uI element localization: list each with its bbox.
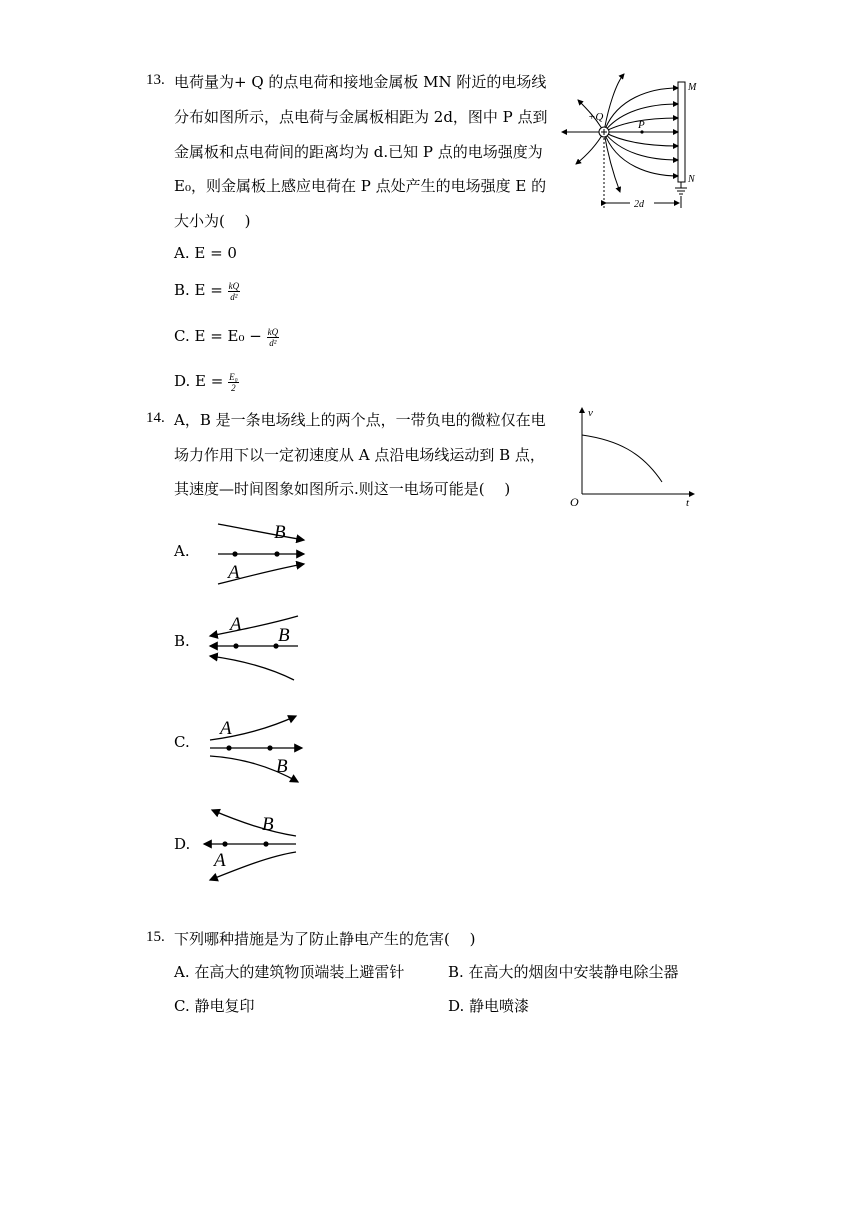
option-d[interactable]: D. — [174, 835, 191, 853]
label-b: B — [274, 522, 286, 543]
denominator: d² — [269, 337, 277, 348]
field-lines-figure — [556, 68, 716, 218]
numerator: E₀ — [229, 371, 238, 382]
velocity-time-graph — [562, 402, 702, 510]
option-c[interactable] — [174, 326, 279, 348]
question-text: 下列哪种措施是为了防止静电产生的危害( ) — [174, 930, 476, 948]
y-axis-label: v — [588, 407, 593, 419]
x-axis-label: t — [686, 497, 690, 509]
option-a[interactable]: A. E = 0 — [174, 244, 237, 262]
label-a: A — [214, 850, 226, 871]
option-d[interactable] — [174, 371, 239, 393]
option-c-prefix: C. E = E₀ − — [174, 327, 262, 345]
numerator: kQ — [228, 280, 240, 291]
question-text-line: 大小为( ) — [174, 212, 251, 230]
option-a[interactable]: A. — [174, 542, 190, 560]
question-text-line: 场力作用下以一定初速度从 A 点沿电场线运动到 B 点， — [174, 446, 545, 464]
label-b: B — [278, 625, 290, 646]
option-b[interactable] — [174, 280, 240, 302]
option-a-field-diagram[interactable] — [200, 512, 312, 592]
option-d-field-diagram[interactable] — [200, 806, 312, 886]
option-c[interactable]: C. — [174, 733, 190, 751]
option-d[interactable]: D. 静电喷漆 — [448, 997, 530, 1015]
label-b: B — [276, 756, 288, 777]
origin-label: O — [570, 495, 579, 509]
question-text-line: E₀，则金属板上感应电荷在 P 点处产生的电场强度 E 的 — [174, 177, 547, 195]
option-d-prefix: D. E = — [174, 372, 224, 390]
charge-label: +Q — [588, 111, 604, 123]
velocity-curve — [582, 435, 662, 482]
question-text-line: 电荷量为+ Q 的点电荷和接地金属板 MN 附近的电场线 — [174, 73, 547, 91]
distance-label: 2d — [634, 199, 644, 210]
option-b[interactable]: B. 在高大的烟囱中安装静电除尘器 — [448, 963, 679, 981]
question-number: 14. — [146, 410, 165, 426]
question-text-line: A，B 是一条电场线上的两个点，一带负电的微粒仅在电 — [174, 411, 546, 429]
label-a: A — [228, 562, 240, 583]
fraction — [267, 327, 280, 348]
option-b[interactable]: B. — [174, 632, 190, 650]
fraction — [228, 372, 239, 393]
option-b-field-diagram[interactable] — [200, 608, 312, 688]
option-b-prefix: B. E = — [174, 281, 223, 299]
denominator: 2 — [231, 382, 236, 393]
question-number: 13. — [146, 72, 165, 88]
denominator: d² — [230, 291, 238, 302]
question-text-line: 其速度—时间图象如图所示.则这一电场可能是( ) — [174, 480, 511, 498]
label-b: B — [262, 814, 274, 835]
label-a: A — [220, 718, 232, 739]
n-label: N — [688, 174, 695, 185]
numerator: kQ — [267, 326, 279, 337]
option-c-field-diagram[interactable] — [200, 706, 312, 786]
question-number: 15. — [146, 929, 165, 945]
fraction — [228, 281, 241, 302]
option-a[interactable]: A. 在高大的建筑物顶端装上避雷针 — [174, 963, 405, 981]
m-label: M — [688, 82, 697, 93]
question-text-line: 金属板和点电荷间的距离均为 d.已知 P 点的电场强度为 — [174, 143, 543, 161]
p-label: P — [638, 119, 645, 131]
option-c[interactable]: C. 静电复印 — [174, 997, 255, 1015]
metal-plate — [678, 82, 685, 182]
label-a: A — [230, 614, 242, 635]
question-text-line: 分布如图所示，点电荷与金属板相距为 2d，图中 P 点到 — [174, 108, 548, 126]
